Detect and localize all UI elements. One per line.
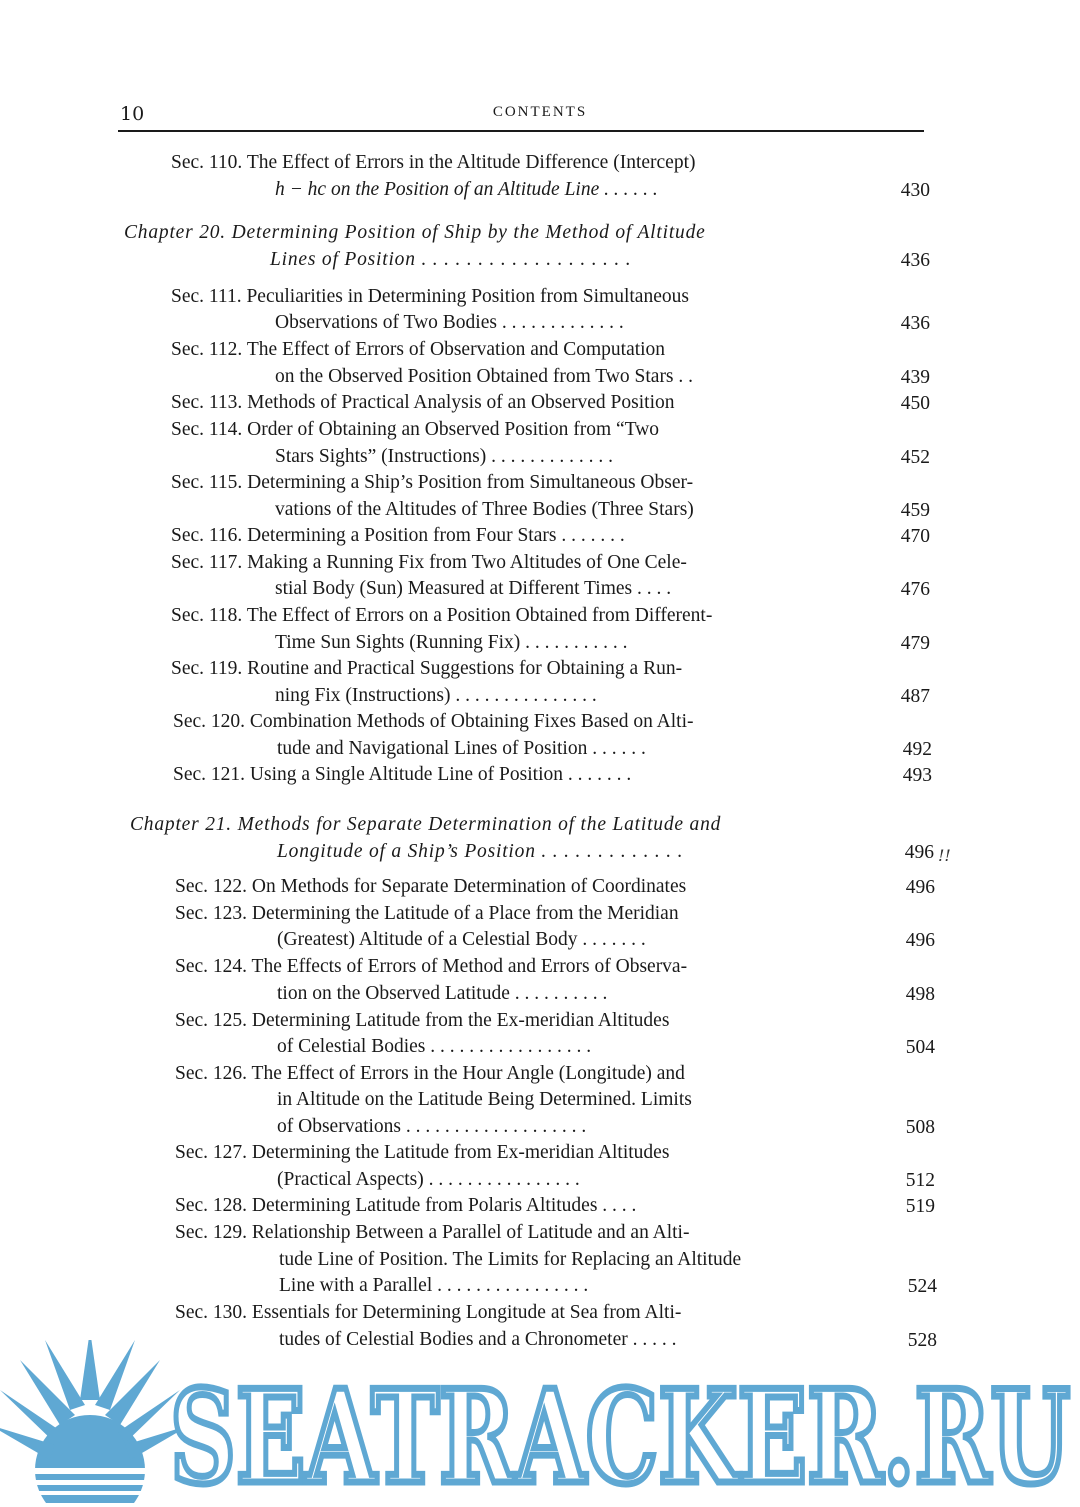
- toc-entry-line: Time Sun Sights (Running Fix) . . . . . . . . . . .: [275, 632, 628, 653]
- toc-chapter-line: Lines of Position . . . . . . . . . . . . . . . . . . .: [270, 249, 632, 270]
- toc-page-number: 439: [900, 367, 930, 388]
- toc-entry-line: Sec. 117. Making a Running Fix from Two Altitudes of One Cele-: [171, 552, 687, 573]
- toc-page-number: 450: [900, 393, 930, 414]
- toc-page-number: 452: [900, 447, 930, 468]
- watermark: [0, 1340, 1080, 1503]
- toc-entry-line: in Altitude on the Latitude Being Determined. Limits: [277, 1089, 692, 1110]
- toc-entry-line: Sec. 113. Methods of Practical Analysis of an Observed Position: [171, 392, 675, 413]
- toc-entry-line: Sec. 124. The Effects of Errors of Method and Errors of Observa-: [175, 956, 688, 977]
- toc-entry-line: Sec. 118. The Effect of Errors on a Position Obtained from Different-: [171, 605, 713, 626]
- toc-entry-line: vations of the Altitudes of Three Bodies (Three Stars): [275, 499, 694, 520]
- watermark-graphic: [0, 1340, 1080, 1503]
- toc-entry-line: Sec. 123. Determining the Latitude of a Place from the Meridian: [175, 903, 679, 924]
- toc-entry-line: Sec. 110. The Effect of Errors in the Altitude Difference (Intercept): [171, 152, 696, 173]
- toc-page-number: 498: [905, 984, 935, 1005]
- toc-page-number: 512: [905, 1170, 935, 1191]
- toc-page-number: 496: [904, 842, 934, 863]
- toc-page-number: 479: [900, 633, 930, 654]
- toc-page-number: 459: [900, 500, 930, 521]
- toc-entry-line: Observations of Two Bodies . . . . . . . . . . . . .: [275, 312, 624, 333]
- toc-entry-line: Sec. 121. Using a Single Altitude Line of Position . . . . . . .: [173, 764, 632, 785]
- toc-page-number: 508: [905, 1117, 935, 1138]
- toc-entry-line: Sec. 114. Order of Obtaining an Observed Position from “Two: [171, 419, 660, 440]
- toc-entry-line: Stars Sights” (Instructions) . . . . . . . . . . . . .: [275, 446, 613, 467]
- toc-page-number: 436: [900, 250, 930, 271]
- toc-chapter-line: Chapter 21. Methods for Separate Determination of the Latitude and: [130, 814, 722, 835]
- toc-entry-line: Sec. 120. Combination Methods of Obtaining Fixes Based on Alti-: [173, 711, 694, 732]
- toc-entry-line: Sec. 127. Determining the Latitude from Ex-meridian Altitudes: [175, 1142, 670, 1163]
- toc-page-number: 528: [907, 1330, 937, 1351]
- toc-entry-line: tude Line of Position. The Limits for Replacing an Altitude: [279, 1249, 742, 1270]
- toc-entry-line: (Practical Aspects) . . . . . . . . . . . . . . . .: [277, 1169, 580, 1190]
- toc-page-number: 487: [900, 686, 930, 707]
- toc-page-number: 493: [902, 765, 932, 786]
- toc-entry-line: Sec. 126. The Effect of Errors in the Hour Angle (Longitude) and: [175, 1063, 685, 1084]
- toc-page-number: 496: [905, 877, 935, 898]
- toc-entry-line: Sec. 111. Peculiarities in Determining Position from Simultaneous: [171, 286, 689, 307]
- toc-entry-line: Sec. 119. Routine and Practical Suggestions for Obtaining a Run-: [171, 658, 683, 679]
- toc-entry-line: Sec. 128. Determining Latitude from Polaris Altitudes . . . .: [175, 1195, 637, 1216]
- toc-entry-line: Sec. 116. Determining a Position from Four Stars . . . . . . .: [171, 525, 625, 546]
- toc-entry-line: Sec. 122. On Methods for Separate Determination of Coordinates: [175, 876, 687, 897]
- toc-entry-line: of Celestial Bodies . . . . . . . . . . . . . . . . .: [277, 1036, 592, 1057]
- toc-entry-line: ning Fix (Instructions) . . . . . . . . . . . . . . .: [275, 685, 597, 706]
- toc-entry-line: Line with a Parallel . . . . . . . . . . . . . . . .: [279, 1275, 589, 1296]
- header-rule: [118, 130, 924, 132]
- toc-entry-line: tudes of Celestial Bodies and a Chronometer . . . . .: [279, 1329, 677, 1350]
- toc-page-number: 524: [907, 1276, 937, 1297]
- toc-page-number: 496: [905, 930, 935, 951]
- toc-page-number: 476: [900, 579, 930, 600]
- toc-page-number: 436: [900, 313, 930, 334]
- toc-page-number: 519: [905, 1196, 935, 1217]
- page-number: 10: [120, 103, 145, 125]
- toc-entry-line: Sec. 130. Essentials for Determining Longitude at Sea from Alti-: [175, 1302, 682, 1323]
- toc-entry-line: Sec. 129. Relationship Between a Parallel of Latitude and an Alti-: [175, 1222, 690, 1243]
- toc-entry-line: (Greatest) Altitude of a Celestial Body . . . . . . .: [277, 929, 646, 950]
- watermark-text: SEATRACKER.RU: [170, 1363, 1070, 1503]
- toc-page-number: 470: [900, 526, 930, 547]
- margin-note: !!: [938, 846, 951, 865]
- toc-entry-line: Sec. 115. Determining a Ship’s Position from Simultaneous Obser-: [171, 472, 694, 493]
- toc-entry-line: stial Body (Sun) Measured at Different Times . . . .: [275, 578, 672, 599]
- toc-entry-line: on the Observed Position Obtained from Two Stars . .: [275, 366, 694, 387]
- running-title: CONTENTS: [492, 104, 588, 120]
- toc-entry-line: tude and Navigational Lines of Position . . . . . .: [277, 738, 646, 759]
- toc-entry-line: Sec. 112. The Effect of Errors of Observation and Computation: [171, 339, 666, 360]
- toc-chapter-line: Chapter 20. Determining Position of Ship by the Method of Altitude: [124, 222, 706, 243]
- toc-page-number: 504: [905, 1037, 935, 1058]
- toc-entry-line: of Observations . . . . . . . . . . . . . . . . . . .: [277, 1116, 587, 1137]
- toc-entry-line: tion on the Observed Latitude . . . . . . . . . .: [277, 983, 608, 1004]
- toc-entry-line: h − hc on the Position of an Altitude Line . . . . . .: [275, 179, 658, 200]
- toc-chapter-line: Longitude of a Ship’s Position . . . . . . . . . . . . .: [277, 841, 684, 862]
- toc-page-number: 430: [900, 180, 930, 201]
- toc-page-number: 492: [902, 739, 932, 760]
- toc-entry-line: Sec. 125. Determining Latitude from the Ex-meridian Altitudes: [175, 1010, 670, 1031]
